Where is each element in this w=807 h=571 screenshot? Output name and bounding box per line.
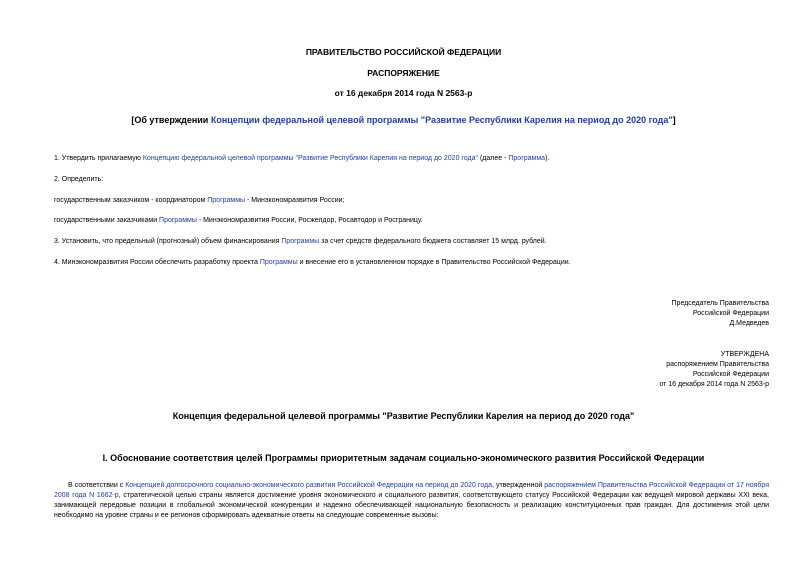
- item-3: [54, 237, 769, 247]
- signature-country: Российской Федерации: [692, 310, 769, 317]
- item-2a-text: государственным заказчиком - координатором: [54, 197, 208, 204]
- document-date-number: от 16 декабря 2014 года N 2563-р: [334, 88, 473, 98]
- item-3-post: за счет средств федерального бюджета составляет 15 млрд. рублей.: [319, 238, 547, 245]
- item-1-post: ).: [545, 155, 550, 162]
- signature-block: [672, 299, 769, 329]
- program-link[interactable]: Программы: [259, 259, 298, 266]
- approval-line-3: Российской Федерации: [692, 371, 769, 378]
- item-2a-post: - Минэкономразвития России;: [245, 197, 345, 204]
- concept-link[interactable]: Концепцию федеральной целевой программы "Развитие Республики Карелия на период до 2020 года": [142, 155, 479, 162]
- item-1-mid: (далее -: [478, 155, 509, 162]
- government-order-link[interactable]: распоряжением Правительства Российской Федерации от 17 ноября 2008 года N 1662-р: [54, 482, 770, 499]
- item-1-text: 1. Утвердить прилагаемую: [54, 155, 143, 162]
- item-2: 2. Определить:: [54, 176, 104, 183]
- document-title: [0, 115, 807, 125]
- program-link[interactable]: Программы: [207, 197, 246, 204]
- approval-heading: УТВЕРЖДЕНА: [720, 351, 769, 358]
- item-3-text: 3. Установить, что предельный (прогнозный) объем финансирования: [54, 238, 282, 245]
- title-close: ]: [672, 115, 676, 125]
- approval-line-4: от 16 декабря 2014 года N 2563-р: [659, 381, 769, 388]
- title-open: [Об утверждении: [131, 115, 211, 125]
- paragraph-mid: , утвержденной: [492, 482, 545, 489]
- item-4-post: и внесение его в установленном порядке в Правительство Российской Федерации.: [297, 259, 571, 266]
- approval-block: [659, 350, 769, 390]
- paragraph-post: , стратегической целью страны является достижение уровня экономического и социального развития, соответствующего статусу Российской Федерации как ведущей мировой державы XXI века, занимающей передовые позиции в глобальной экономической конкуренции и надежно обеспечивающей национальную безопасность и реализацию конституционных прав граждан. Для достижения этой цели необходимо на уровне страны и ее регионов сформировать адекватные ответы на следующие современные вызовы:: [54, 492, 769, 519]
- item-2b: [54, 216, 769, 226]
- section-1-title: I. Обоснование соответствия целей Программы приоритетным задачам социально-экономического развития Российской Федерации: [102, 453, 705, 463]
- long-term-concept-link[interactable]: Концепцией долгосрочного социально-экономического развития Российской Федерации на период до 2020 года: [125, 482, 493, 489]
- section-1-paragraph: [54, 481, 769, 521]
- government-heading: ПРАВИТЕЛЬСТВО РОССИЙСКОЙ ФЕДЕРАЦИИ: [305, 47, 502, 57]
- item-1: [54, 154, 769, 164]
- paragraph-text: В соответствии с: [68, 482, 126, 489]
- program-link[interactable]: Программы: [281, 238, 320, 245]
- item-4-text: 4. Минэкономразвития России обеспечить разработку проекта: [54, 259, 260, 266]
- document-type: РАСПОРЯЖЕНИЕ: [367, 68, 440, 78]
- item-2a: [54, 196, 769, 206]
- program-link[interactable]: Программы: [159, 217, 197, 224]
- signature-name: Д.Медведев: [729, 320, 769, 327]
- title-link[interactable]: Концепции федеральной целевой программы "Развитие Республики Карелия на период до 2020 года": [210, 115, 673, 125]
- signature-position: Председатель Правительства: [671, 300, 769, 307]
- item-2b-text: государственными заказчиками: [54, 217, 160, 224]
- concept-title: Концепция федеральной целевой программы "Развитие Республики Карелия на период до 2020 года": [172, 411, 635, 421]
- item-2b-post: - Минэкономразвития России, Росжелдор, Росавтодор и Росграницу.: [196, 217, 423, 224]
- item-4: [54, 258, 769, 268]
- approval-line-2: распоряжением Правительства: [666, 361, 769, 368]
- program-link[interactable]: Программа: [508, 155, 546, 162]
